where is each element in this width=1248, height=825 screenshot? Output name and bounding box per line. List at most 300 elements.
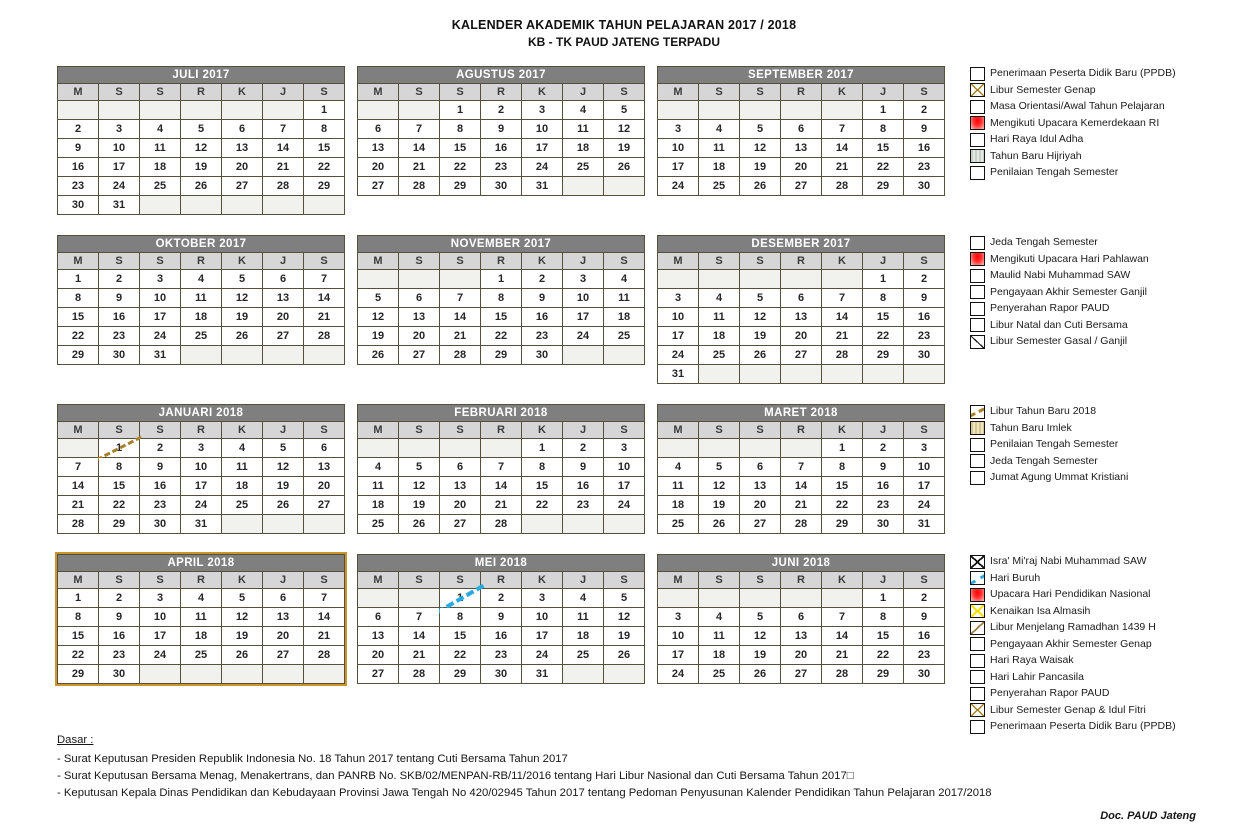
day-cell: 3	[658, 120, 699, 139]
legend-label: Libur Semester Gasal / Ganjil	[990, 335, 1128, 348]
day-cell: 7	[58, 458, 99, 477]
legend-label: Libur Menjelang Ramadhan 1439 H	[990, 621, 1156, 634]
legend-swatch-jeda	[970, 236, 985, 250]
weekday-header: S	[699, 84, 740, 101]
weekday-header: M	[358, 253, 399, 270]
legend-item	[970, 83, 1220, 99]
calendar-band	[57, 404, 1248, 534]
day-cell: 16	[58, 158, 99, 177]
weekday-header: J	[563, 422, 604, 439]
filler-cell	[563, 346, 604, 365]
legend-label: Mengikuti Upacara Kemerdekaan RI	[990, 116, 1160, 129]
day-cell: 7	[399, 120, 440, 139]
day-cell: 16	[140, 477, 181, 496]
day-cell: 16	[99, 308, 140, 327]
day-cell: 20	[740, 496, 781, 515]
filler-cell	[822, 589, 863, 608]
legend-swatch-xgenap	[970, 703, 985, 717]
weekday-header: S	[140, 572, 181, 589]
day-cell: 12	[740, 308, 781, 327]
filler-cell	[263, 346, 304, 365]
day-cell: 3	[522, 589, 563, 608]
legend-swatch-iduladha	[970, 133, 985, 147]
filler-cell	[263, 515, 304, 534]
day-cell: 24	[904, 496, 945, 515]
legend-label: Libur Tahun Baru 2018	[990, 405, 1097, 418]
day-cell: 21	[822, 646, 863, 665]
day-cell: 9	[904, 289, 945, 308]
legend-swatch-buruh	[970, 571, 985, 585]
day-cell: 24	[522, 158, 563, 177]
day-cell: 8	[58, 608, 99, 627]
day-cell: 4	[358, 458, 399, 477]
legend-label: Penyerahan Rapor PAUD	[990, 302, 1110, 315]
day-cell: 5	[699, 458, 740, 477]
filler-cell	[263, 665, 304, 684]
legend-item	[970, 235, 1220, 251]
day-cell: 15	[58, 627, 99, 646]
filler-cell	[58, 439, 99, 458]
month-title: AGUSTUS 2017	[358, 67, 645, 84]
weekday-header: J	[563, 253, 604, 270]
day-cell: 5	[181, 120, 222, 139]
day-cell: 29	[58, 665, 99, 684]
weekday-header: M	[658, 84, 699, 101]
day-cell: 30	[481, 177, 522, 196]
weekday-header: R	[181, 422, 222, 439]
day-cell: 22	[99, 496, 140, 515]
calendar-band	[57, 66, 1248, 215]
legend-item	[970, 165, 1220, 181]
day-cell: 18	[140, 158, 181, 177]
day-cell: 17	[604, 477, 645, 496]
month-title: NOVEMBER 2017	[358, 236, 645, 253]
legend-item	[970, 99, 1220, 115]
weekday-header: M	[658, 572, 699, 589]
day-cell: 22	[863, 158, 904, 177]
day-cell: 6	[263, 589, 304, 608]
filler-cell	[222, 515, 263, 534]
weekday-header: S	[304, 572, 345, 589]
day-cell: 27	[304, 496, 345, 515]
day-cell: 25	[563, 158, 604, 177]
day-cell: 22	[822, 496, 863, 515]
filler-cell	[181, 665, 222, 684]
weekday-header: S	[440, 84, 481, 101]
legend-item	[970, 637, 1220, 653]
day-cell: 25	[699, 346, 740, 365]
day-cell: 1	[58, 589, 99, 608]
day-cell: 16	[904, 627, 945, 646]
weekday-header: S	[440, 572, 481, 589]
weekday-header: S	[740, 84, 781, 101]
day-cell: 11	[699, 627, 740, 646]
filler-cell	[822, 365, 863, 384]
day-cell: 16	[481, 627, 522, 646]
filler-cell	[781, 589, 822, 608]
weekday-header: S	[740, 422, 781, 439]
filler-cell	[740, 270, 781, 289]
day-cell: 24	[140, 646, 181, 665]
calendar-band	[57, 235, 1248, 384]
weekday-header: S	[604, 84, 645, 101]
month-calendar-oktober-2017	[57, 235, 345, 365]
weekday-header: S	[399, 422, 440, 439]
filler-cell	[399, 270, 440, 289]
filler-cell	[140, 665, 181, 684]
weekday-header: K	[222, 422, 263, 439]
filler-cell	[822, 270, 863, 289]
filler-cell	[699, 101, 740, 120]
day-cell: 8	[822, 458, 863, 477]
day-cell: 13	[222, 139, 263, 158]
weekday-header: S	[440, 422, 481, 439]
weekday-header: S	[304, 253, 345, 270]
day-cell: 18	[222, 477, 263, 496]
legend-swatch-pancasila	[970, 670, 985, 684]
legend-label: Tahun Baru Hijriyah	[990, 149, 1082, 162]
day-cell: 12	[699, 477, 740, 496]
legend-item	[970, 268, 1220, 284]
day-cell: 29	[58, 346, 99, 365]
day-cell: 10	[99, 139, 140, 158]
day-cell: 20	[781, 646, 822, 665]
day-cell: 30	[904, 177, 945, 196]
filler-cell	[358, 101, 399, 120]
legend-label: Hari Buruh	[990, 571, 1041, 584]
legend-item	[970, 252, 1220, 268]
day-cell: 25	[222, 496, 263, 515]
day-cell: 10	[522, 120, 563, 139]
day-cell: 23	[140, 496, 181, 515]
day-cell: 9	[481, 120, 522, 139]
day-cell: 20	[399, 327, 440, 346]
legend-label: Masa Orientasi/Awal Tahun Pelajaran	[990, 100, 1165, 113]
weekday-header: S	[304, 84, 345, 101]
day-cell: 24	[522, 646, 563, 665]
day-cell: 9	[99, 289, 140, 308]
day-cell: 31	[904, 515, 945, 534]
legend-swatch-imlek	[970, 421, 985, 435]
day-cell: 29	[481, 346, 522, 365]
day-cell: 30	[140, 515, 181, 534]
day-cell: 6	[440, 458, 481, 477]
day-cell: 3	[99, 120, 140, 139]
day-cell: 27	[781, 665, 822, 684]
day-cell: 3	[904, 439, 945, 458]
day-cell: 23	[563, 496, 604, 515]
filler-cell	[604, 515, 645, 534]
month-calendar-agustus-2017	[357, 66, 645, 196]
day-cell: 6	[263, 270, 304, 289]
day-cell: 25	[140, 177, 181, 196]
day-cell: 28	[58, 515, 99, 534]
day-cell: 6	[222, 120, 263, 139]
weekday-header: J	[263, 253, 304, 270]
day-cell: 15	[481, 308, 522, 327]
legend-item	[970, 620, 1220, 636]
day-cell: 11	[181, 608, 222, 627]
day-cell: 30	[522, 346, 563, 365]
legend-label: Hari Raya Idul Adha	[990, 133, 1084, 146]
day-cell: 23	[481, 158, 522, 177]
weekday-header: K	[222, 253, 263, 270]
day-cell: 19	[399, 496, 440, 515]
legend-swatch-isaalmasih	[970, 604, 985, 618]
day-cell: 6	[399, 289, 440, 308]
day-cell: 13	[440, 477, 481, 496]
filler-cell	[658, 101, 699, 120]
weekday-header: J	[263, 84, 304, 101]
day-cell: 20	[358, 158, 399, 177]
day-cell: 3	[658, 289, 699, 308]
legend-item	[970, 421, 1220, 437]
day-cell: 5	[399, 458, 440, 477]
filler-cell	[140, 196, 181, 215]
day-cell: 5	[358, 289, 399, 308]
weekday-header: R	[481, 572, 522, 589]
filler-cell	[740, 365, 781, 384]
day-cell: 3	[140, 270, 181, 289]
day-cell: 11	[140, 139, 181, 158]
legend-label: Upacara Hari Pendidikan Nasional	[990, 588, 1151, 601]
day-cell: 4	[658, 458, 699, 477]
weekday-header: K	[522, 422, 563, 439]
filler-cell	[481, 439, 522, 458]
legend-label: Penyerahan Rapor PAUD	[990, 687, 1110, 700]
weekday-header: R	[781, 422, 822, 439]
day-cell: 7	[822, 608, 863, 627]
day-cell: 11	[699, 308, 740, 327]
weekday-header: K	[822, 572, 863, 589]
day-cell: 15	[440, 139, 481, 158]
day-cell: 4	[699, 120, 740, 139]
weekday-header: J	[863, 84, 904, 101]
weekday-header: S	[699, 253, 740, 270]
day-cell: 25	[658, 515, 699, 534]
filler-cell	[140, 101, 181, 120]
day-cell: 27	[781, 177, 822, 196]
filler-cell	[604, 177, 645, 196]
day-cell: 6	[358, 120, 399, 139]
day-cell: 25	[563, 646, 604, 665]
day-cell: 21	[822, 158, 863, 177]
day-cell: 13	[304, 458, 345, 477]
legend-swatch-brown	[970, 471, 985, 485]
day-cell: 10	[658, 627, 699, 646]
legend-label: Maulid Nabi Muhammad SAW	[990, 269, 1131, 282]
day-cell: 29	[99, 515, 140, 534]
weekday-header: K	[822, 422, 863, 439]
day-cell: 27	[222, 177, 263, 196]
filler-cell	[181, 196, 222, 215]
weekday-header: S	[140, 422, 181, 439]
filler-cell	[304, 665, 345, 684]
weekday-header: J	[863, 572, 904, 589]
day-cell: 14	[440, 308, 481, 327]
day-cell: 19	[740, 158, 781, 177]
filler-cell	[263, 196, 304, 215]
day-cell: 31	[181, 515, 222, 534]
day-cell: 13	[740, 477, 781, 496]
day-cell: 17	[563, 308, 604, 327]
day-cell: 21	[399, 158, 440, 177]
day-cell: 28	[822, 177, 863, 196]
month-calendar-januari-2018	[57, 404, 345, 534]
day-cell: 2	[58, 120, 99, 139]
filler-cell	[58, 101, 99, 120]
day-cell: 2	[563, 439, 604, 458]
day-cell: 4	[699, 608, 740, 627]
filler-cell	[658, 589, 699, 608]
filler-cell	[304, 196, 345, 215]
day-cell: 17	[140, 627, 181, 646]
weekday-header: J	[563, 572, 604, 589]
legend-swatch-salmon	[970, 285, 985, 299]
day-cell: 31	[658, 365, 699, 384]
day-cell: 1	[863, 270, 904, 289]
weekday-header: M	[58, 572, 99, 589]
day-cell: 23	[904, 327, 945, 346]
filler-cell	[358, 589, 399, 608]
day-cell: 2	[481, 101, 522, 120]
day-cell: 4	[222, 439, 263, 458]
filler-cell	[658, 270, 699, 289]
day-cell: 14	[481, 477, 522, 496]
day-cell: 9	[99, 608, 140, 627]
legend-item	[970, 454, 1220, 470]
legend-swatch-isramiraj	[970, 555, 985, 569]
weekday-header: M	[658, 422, 699, 439]
day-cell: 17	[522, 139, 563, 158]
day-cell: 24	[658, 177, 699, 196]
legend-item	[970, 604, 1220, 620]
day-cell: 30	[904, 665, 945, 684]
day-cell: 26	[222, 327, 263, 346]
day-cell: 5	[222, 589, 263, 608]
day-cell: 8	[863, 289, 904, 308]
day-cell: 30	[99, 665, 140, 684]
day-cell: 29	[863, 177, 904, 196]
day-cell: 28	[399, 665, 440, 684]
day-cell: 8	[99, 458, 140, 477]
day-cell: 2	[140, 439, 181, 458]
weekday-header: S	[399, 253, 440, 270]
day-cell: 28	[399, 177, 440, 196]
day-cell: 23	[99, 646, 140, 665]
legend-item	[970, 66, 1220, 82]
legend-label: Penerimaan Peserta Didik Baru (PPDB)	[990, 720, 1176, 733]
weekday-header: R	[481, 422, 522, 439]
filler-cell	[740, 589, 781, 608]
filler-cell	[604, 346, 645, 365]
day-cell: 10	[140, 289, 181, 308]
day-cell: 16	[563, 477, 604, 496]
day-cell: 22	[304, 158, 345, 177]
filler-cell	[563, 515, 604, 534]
day-cell: 19	[263, 477, 304, 496]
weekday-header: S	[99, 253, 140, 270]
filler-cell	[863, 365, 904, 384]
day-cell: 2	[522, 270, 563, 289]
day-cell: 28	[263, 177, 304, 196]
day-cell: 7	[822, 289, 863, 308]
day-cell: 4	[563, 101, 604, 120]
filler-cell	[222, 346, 263, 365]
filler-cell	[440, 439, 481, 458]
legend-swatch-redgrad	[970, 252, 985, 266]
day-cell: 12	[222, 608, 263, 627]
day-cell: 17	[99, 158, 140, 177]
legend-label: Penilaian Tengah Semester	[990, 438, 1119, 451]
weekday-header: K	[222, 84, 263, 101]
day-cell: 30	[904, 346, 945, 365]
weekday-header: S	[699, 572, 740, 589]
day-cell: 6	[781, 289, 822, 308]
day-cell: 14	[263, 139, 304, 158]
day-cell: 11	[358, 477, 399, 496]
weekday-header: K	[822, 253, 863, 270]
legend-swatch-salmon	[970, 637, 985, 651]
day-cell: 10	[522, 608, 563, 627]
day-cell: 28	[781, 515, 822, 534]
day-cell: 15	[822, 477, 863, 496]
day-cell: 26	[604, 158, 645, 177]
month-title: MARET 2018	[658, 405, 945, 422]
legend	[970, 404, 1220, 487]
day-cell: 6	[781, 120, 822, 139]
day-cell: 25	[181, 327, 222, 346]
filler-cell	[740, 101, 781, 120]
day-cell: 1	[522, 439, 563, 458]
day-cell: 19	[740, 646, 781, 665]
day-cell: 21	[304, 308, 345, 327]
footer-heading: Dasar :	[57, 733, 94, 746]
weekday-header: S	[604, 422, 645, 439]
day-cell: 8	[440, 608, 481, 627]
day-cell: 9	[904, 608, 945, 627]
weekday-header: R	[781, 253, 822, 270]
weekday-header: K	[522, 84, 563, 101]
day-cell: 8	[440, 120, 481, 139]
day-cell: 6	[304, 439, 345, 458]
day-cell: 31	[140, 346, 181, 365]
legend-swatch-purple	[970, 687, 985, 701]
day-cell: 6	[740, 458, 781, 477]
weekday-header: M	[358, 572, 399, 589]
day-cell: 26	[358, 346, 399, 365]
day-cell: 22	[863, 646, 904, 665]
day-cell: 13	[781, 139, 822, 158]
weekday-header: R	[481, 84, 522, 101]
day-cell: 11	[222, 458, 263, 477]
legend-item	[970, 318, 1220, 334]
legend-label: Penerimaan Peserta Didik Baru (PPDB)	[990, 67, 1176, 80]
day-cell: 27	[263, 327, 304, 346]
day-cell: 15	[863, 627, 904, 646]
day-cell: 12	[604, 120, 645, 139]
day-cell: 12	[604, 608, 645, 627]
filler-cell	[699, 439, 740, 458]
day-cell: 5	[604, 101, 645, 120]
day-cell: 29	[440, 177, 481, 196]
filler-cell	[181, 101, 222, 120]
day-cell: 6	[781, 608, 822, 627]
filler-cell	[358, 439, 399, 458]
day-cell: 25	[699, 665, 740, 684]
day-cell: 11	[563, 608, 604, 627]
filler-cell	[222, 196, 263, 215]
